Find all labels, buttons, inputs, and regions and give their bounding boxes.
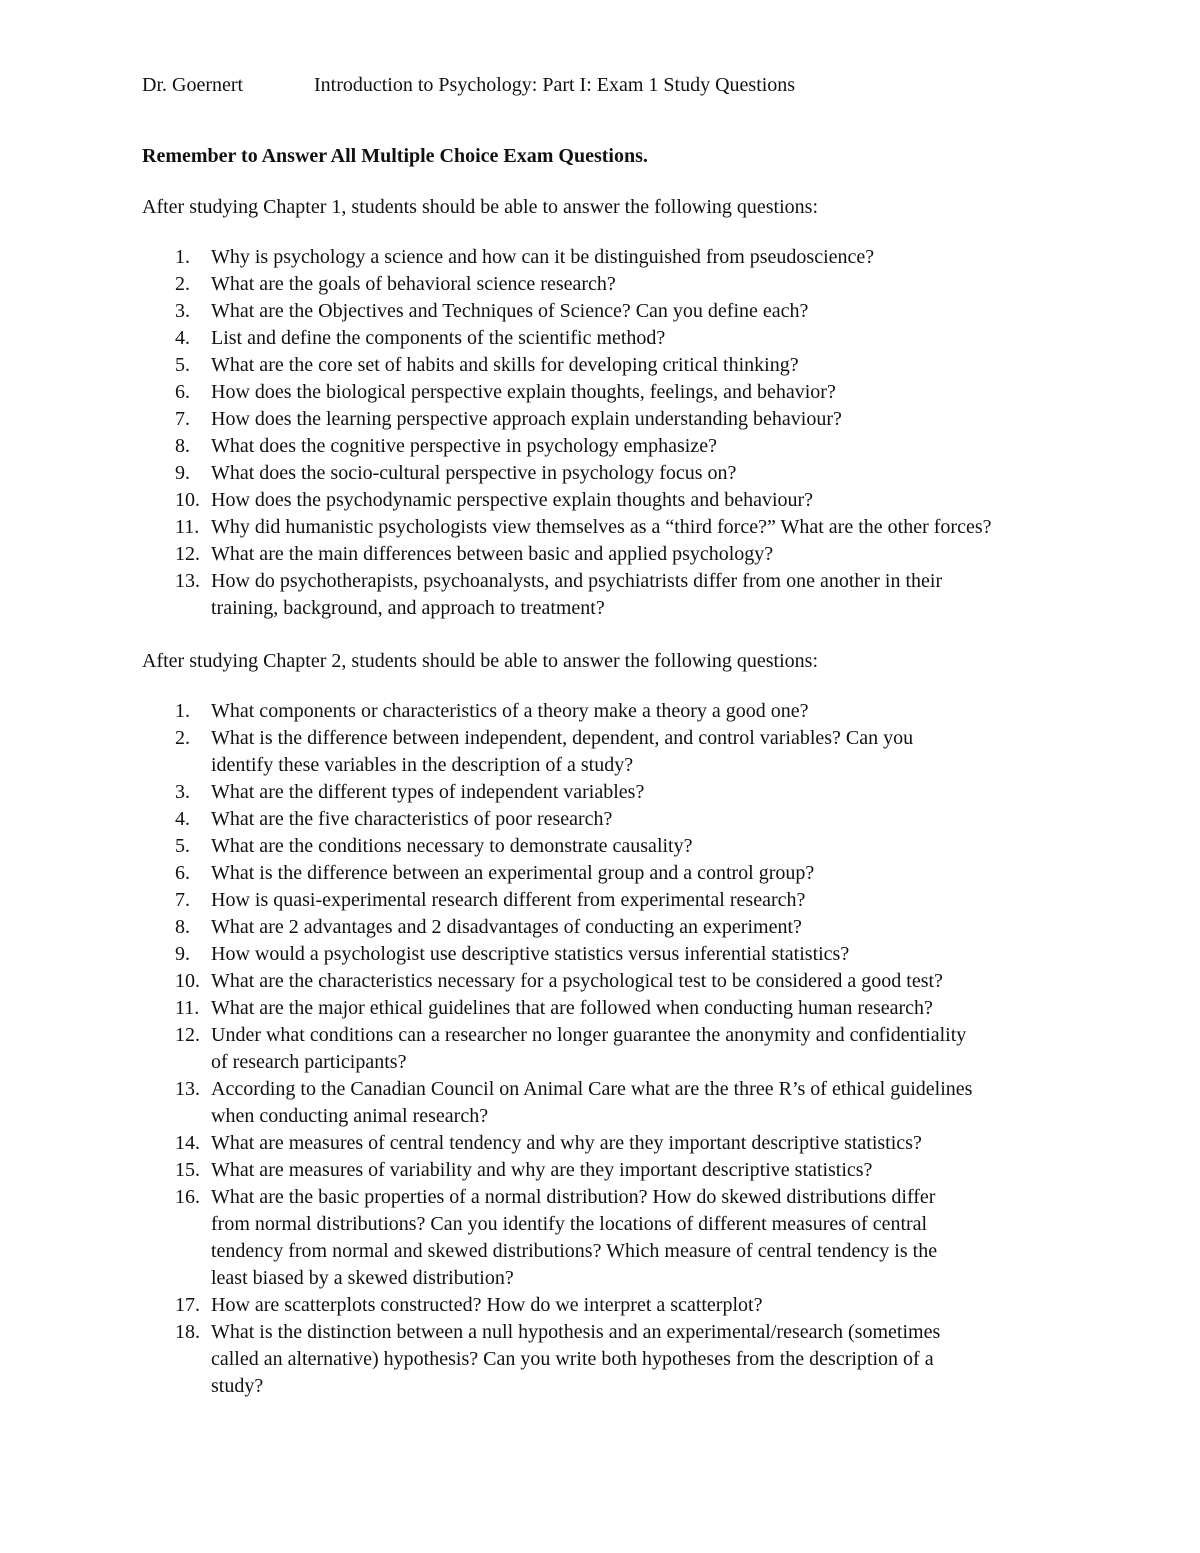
question-text: How would a psychologist use descriptive statistics versus inferential statistics? [211,943,850,965]
question-item [142,1184,1152,1292]
question-item [142,779,1152,806]
document-page [142,72,1152,1400]
question-text: What are measures of variability and why are they important descriptive statistics? [211,1159,873,1181]
question-number: 10. [175,970,200,992]
exam-reminder: Remember to Answer All Multiple Choice Exam Questions. [142,145,648,167]
question-item [142,352,1152,379]
chapter2-intro: After studying Chapter 2, students should be able to answer the following questions: [142,650,819,672]
question-number: 3. [175,300,190,322]
question-number: 8. [175,435,190,457]
question-text: training, background, and approach to treatment? [211,597,605,619]
question-text: study? [211,1375,264,1397]
question-item [142,325,1152,352]
question-item [142,698,1152,725]
question-text: What is the difference between independent, dependent, and control variables? Can you [211,727,914,749]
question-number: 7. [175,889,190,911]
question-text: How are scatterplots constructed? How do we interpret a scatterplot? [211,1294,763,1316]
question-text: What are the basic properties of a normal distribution? How do skewed distributions differ [211,1186,936,1208]
question-number: 5. [175,835,190,857]
question-number: 12. [175,543,200,565]
question-number: 5. [175,354,190,376]
question-number: 11. [175,997,200,1019]
question-item [142,298,1152,325]
question-item [142,433,1152,460]
question-item [142,887,1152,914]
question-text: What components or characteristics of a theory make a theory a good one? [211,700,809,722]
question-number: 8. [175,916,190,938]
question-number: 10. [175,489,200,511]
question-number: 13. [175,1078,200,1100]
question-number: 13. [175,570,200,592]
question-text: What are 2 advantages and 2 disadvantages of conducting an experiment? [211,916,802,938]
question-text: What are the five characteristics of poor research? [211,808,613,830]
question-item [142,514,1152,541]
question-item [142,941,1152,968]
question-item [142,1292,1152,1319]
question-number: 15. [175,1159,200,1181]
question-item [142,968,1152,995]
question-text: called an alternative) hypothesis? Can you write both hypotheses from the description of a [211,1348,934,1370]
question-text: least biased by a skewed distribution? [211,1267,514,1289]
question-text: What are the goals of behavioral science research? [211,273,616,295]
question-number: 7. [175,408,190,430]
question-number: 1. [175,246,190,268]
question-text: What are the major ethical guidelines that are followed when conducting human research? [211,997,933,1019]
question-number: 6. [175,862,190,884]
header-title: Introduction to Psychology: Part I: Exam 1 Study Questions [314,74,796,96]
question-item [142,1022,1152,1076]
question-number: 16. [175,1186,200,1208]
question-text: What are the main differences between basic and applied psychology? [211,543,774,565]
question-item [142,271,1152,298]
question-item [142,568,1152,622]
question-item [142,725,1152,779]
question-item [142,541,1152,568]
question-text: What are measures of central tendency and why are they important descriptive statistics? [211,1132,922,1154]
question-text: when conducting animal research? [211,1105,489,1127]
question-text: What are the conditions necessary to demonstrate causality? [211,835,693,857]
question-text: How does the biological perspective explain thoughts, feelings, and behavior? [211,381,836,403]
question-text: How does the learning perspective approach explain understanding behaviour? [211,408,842,430]
question-item [142,487,1152,514]
question-text: What are the different types of independent variables? [211,781,645,803]
question-text: What is the distinction between a null hypothesis and an experimental/research (sometimes [211,1321,941,1343]
question-item [142,914,1152,941]
question-number: 9. [175,943,190,965]
question-number: 6. [175,381,190,403]
question-text: Why did humanistic psychologists view themselves as a “third force?” What are the other forces? [211,516,992,538]
question-text: Why is psychology a science and how can it be distinguished from pseudoscience? [211,246,875,268]
question-number: 2. [175,273,190,295]
question-text: Under what conditions can a researcher no longer guarantee the anonymity and confidentiality [211,1024,967,1046]
question-item [142,379,1152,406]
question-number: 3. [175,781,190,803]
question-number: 9. [175,462,190,484]
question-number: 1. [175,700,190,722]
chapter2-question-list [142,698,1152,1400]
question-text: What does the cognitive perspective in psychology emphasize? [211,435,717,457]
question-text: tendency from normal and skewed distributions? Which measure of central tendency is the [211,1240,938,1262]
question-item [142,1076,1152,1130]
chapter1-intro: After studying Chapter 1, students should be able to answer the following questions: [142,196,819,218]
question-text: According to the Canadian Council on Animal Care what are the three R’s of ethical guidelines [211,1078,973,1100]
question-item [142,460,1152,487]
question-item [142,995,1152,1022]
question-item [142,806,1152,833]
question-item [142,1130,1152,1157]
question-number: 14. [175,1132,200,1154]
question-text: What are the Objectives and Techniques of Science? Can you define each? [211,300,809,322]
question-text: What are the characteristics necessary for a psychological test to be considered a good test? [211,970,943,992]
question-item [142,833,1152,860]
question-number: 12. [175,1024,200,1046]
question-text: What does the socio-cultural perspective in psychology focus on? [211,462,737,484]
question-number: 11. [175,516,200,538]
question-text: of research participants? [211,1051,407,1073]
question-text: How is quasi-experimental research different from experimental research? [211,889,806,911]
question-text: What are the core set of habits and skills for developing critical thinking? [211,354,799,376]
document-header [142,72,1152,99]
question-number: 2. [175,727,190,749]
question-item [142,1319,1152,1400]
question-number: 17. [175,1294,200,1316]
question-text: How does the psychodynamic perspective explain thoughts and behaviour? [211,489,814,511]
question-text: What is the difference between an experimental group and a control group? [211,862,815,884]
question-item [142,406,1152,433]
question-text: How do psychotherapists, psychoanalysts, and psychiatrists differ from one another in their [211,570,943,592]
question-text: List and define the components of the scientific method? [211,327,666,349]
question-text: from normal distributions? Can you identify the locations of different measures of central [211,1213,928,1235]
chapter1-question-list [142,244,1152,622]
question-item [142,860,1152,887]
question-number: 18. [175,1321,200,1343]
question-number: 4. [175,327,190,349]
question-item [142,1157,1152,1184]
question-item [142,244,1152,271]
question-number: 4. [175,808,190,830]
question-text: identify these variables in the description of a study? [211,754,634,776]
header-author: Dr. Goernert [142,74,244,96]
